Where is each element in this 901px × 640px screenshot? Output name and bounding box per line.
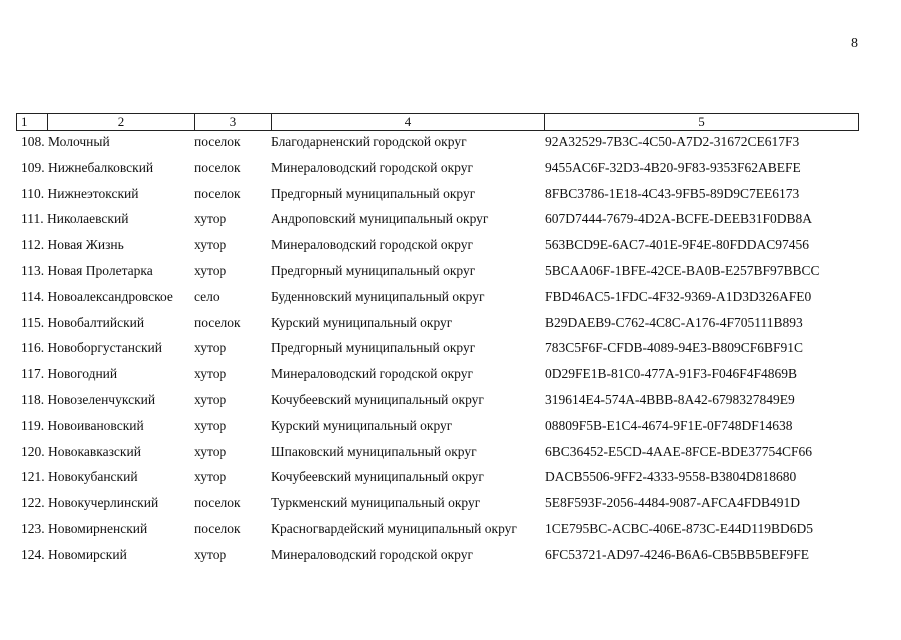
settlement-name: 111. Николаевский — [21, 211, 129, 227]
table-row — [16, 362, 876, 388]
settlement-type: поселок — [194, 185, 241, 201]
settlement-type: хутор — [194, 546, 227, 562]
settlement-type: поселок — [194, 520, 241, 536]
settlement-type: поселок — [194, 134, 241, 149]
guid-code: FBD46AC5-1FDC-4F32-9369-A1D3D326AFE0 — [545, 288, 812, 304]
district-name: Минераловодский городской округ — [271, 366, 473, 382]
settlement-type: поселок — [194, 495, 241, 511]
district-name: Буденновский муниципальный округ — [271, 288, 485, 304]
district-name: Курский муниципальный округ — [271, 417, 453, 433]
settlement-type: хутор — [194, 237, 227, 253]
header-col-4: 4 — [272, 114, 545, 131]
page-number: 8 — [851, 36, 858, 51]
settlement-list — [16, 130, 876, 569]
settlement-type: хутор — [194, 469, 227, 485]
settlement-name: 115. Новобалтийский — [21, 314, 145, 330]
district-name: Курский муниципальный округ — [271, 314, 453, 330]
table-row — [16, 517, 876, 543]
guid-code: 6BC36452-E5CD-4AAE-8FCE-BDE37754CF66 — [545, 443, 813, 459]
table-row — [16, 130, 876, 156]
settlement-type: хутор — [194, 340, 227, 356]
settlement-type: хутор — [194, 262, 227, 278]
district-name: Минераловодский городской округ — [271, 237, 473, 253]
table-row — [16, 207, 876, 233]
guid-code: DACB5506-9FF2-4333-9558-B3804D818680 — [545, 469, 797, 485]
header-row — [17, 114, 859, 131]
guid-code: 92A32529-7B3C-4C50-A7D2-31672CE617F3 — [545, 134, 800, 149]
settlement-type: поселок — [194, 314, 241, 330]
table-row — [16, 440, 876, 466]
guid-code: 1CE795BC-ACBC-406E-873C-E44D119BD6D5 — [545, 520, 814, 536]
table-row — [16, 311, 876, 337]
settlement-name: 113. Новая Пролетарка — [21, 262, 153, 278]
settlement-name: 116. Новоборгустанский — [21, 340, 162, 356]
table-row — [16, 414, 876, 440]
header-col-3: 3 — [195, 114, 272, 131]
column-number-header — [16, 113, 859, 131]
guid-code: 0D29FE1B-81C0-477A-91F3-F046F4F4869B — [545, 366, 798, 382]
settlement-name: 110. Нижнеэтокский — [21, 185, 139, 201]
table-row — [16, 233, 876, 259]
guid-code: 08809F5B-E1C4-4674-9F1E-0F748DF14638 — [545, 417, 793, 433]
district-name: Туркменский муниципальный округ — [271, 495, 481, 511]
settlement-name: 124. Новомирский — [21, 546, 127, 562]
district-name: Кочубеевский муниципальный округ — [271, 469, 484, 485]
settlement-name: 109. Нижнебалковский — [21, 159, 154, 175]
settlement-type: хутор — [194, 211, 227, 227]
settlement-type: село — [194, 288, 220, 304]
district-name: Кочубеевский муниципальный округ — [271, 391, 484, 407]
district-name: Андроповский муниципальный округ — [271, 211, 489, 227]
district-name: Благодарненский городской округ — [271, 134, 467, 149]
settlement-type: хутор — [194, 366, 227, 382]
guid-code: 5E8F593F-2056-4484-9087-AFCA4FDB491D — [545, 495, 801, 511]
guid-code: 319614E4-574A-4BBB-8A42-6798327849E9 — [545, 391, 795, 407]
header-col-5: 5 — [545, 114, 859, 131]
table-row — [16, 285, 876, 311]
district-name: Минераловодский городской округ — [271, 159, 473, 175]
guid-code: 783C5F6F-CFDB-4089-94E3-B809CF6BF91C — [545, 340, 804, 356]
district-name: Красногвардейский муниципальный округ — [271, 520, 517, 536]
table-row — [16, 388, 876, 414]
table-row — [16, 465, 876, 491]
settlement-name: 120. Новокавказский — [21, 443, 141, 459]
settlement-name: 117. Новогодний — [21, 366, 118, 382]
settlement-type: поселок — [194, 159, 241, 175]
district-name: Минераловодский городской округ — [271, 546, 473, 562]
table-row — [16, 182, 876, 208]
header-col-1: 1 — [17, 114, 48, 131]
settlement-type: хутор — [194, 417, 227, 433]
settlement-name: 121. Новокубанский — [21, 469, 138, 485]
guid-code: 607D7444-7679-4D2A-BCFE-DEEB31F0DB8A — [545, 211, 813, 227]
guid-code: 9455AC6F-32D3-4B20-9F83-9353F62ABEFE — [545, 159, 801, 175]
settlement-name: 119. Новоивановский — [21, 417, 144, 433]
settlement-name: 123. Новомирненский — [21, 520, 148, 536]
district-name: Предгорный муниципальный округ — [271, 262, 476, 278]
guid-code: 6FC53721-AD97-4246-B6A6-CB5BB5BEF9FE — [545, 546, 810, 562]
settlement-name: 108. Молочный — [21, 134, 110, 149]
district-name: Предгорный муниципальный округ — [271, 340, 476, 356]
guid-code: 563BCD9E-6AC7-401E-9F4E-80FDDAC97456 — [545, 237, 810, 253]
settlement-name: 122. Новокучерлинский — [21, 495, 159, 511]
guid-code: B29DAEB9-C762-4C8C-A176-4F705111B893 — [545, 314, 803, 330]
district-name: Предгорный муниципальный округ — [271, 185, 476, 201]
header-col-2: 2 — [48, 114, 195, 131]
settlement-type: хутор — [194, 443, 227, 459]
table-row — [16, 156, 876, 182]
table-row — [16, 336, 876, 362]
district-name: Шпаковский муниципальный округ — [271, 443, 477, 459]
table-row — [16, 543, 876, 569]
settlement-name: 114. Новоалександровское — [21, 288, 173, 304]
table-row — [16, 259, 876, 285]
settlement-type: хутор — [194, 391, 227, 407]
table-row — [16, 491, 876, 517]
guid-code: 5BCAA06F-1BFE-42CE-BA0B-E257BF97BBCC — [545, 262, 820, 278]
settlement-name: 118. Новозеленчукский — [21, 391, 156, 407]
guid-code: 8FBC3786-1E18-4C43-9FB5-89D9C7EE6173 — [545, 185, 800, 201]
settlement-name: 112. Новая Жизнь — [21, 237, 124, 253]
